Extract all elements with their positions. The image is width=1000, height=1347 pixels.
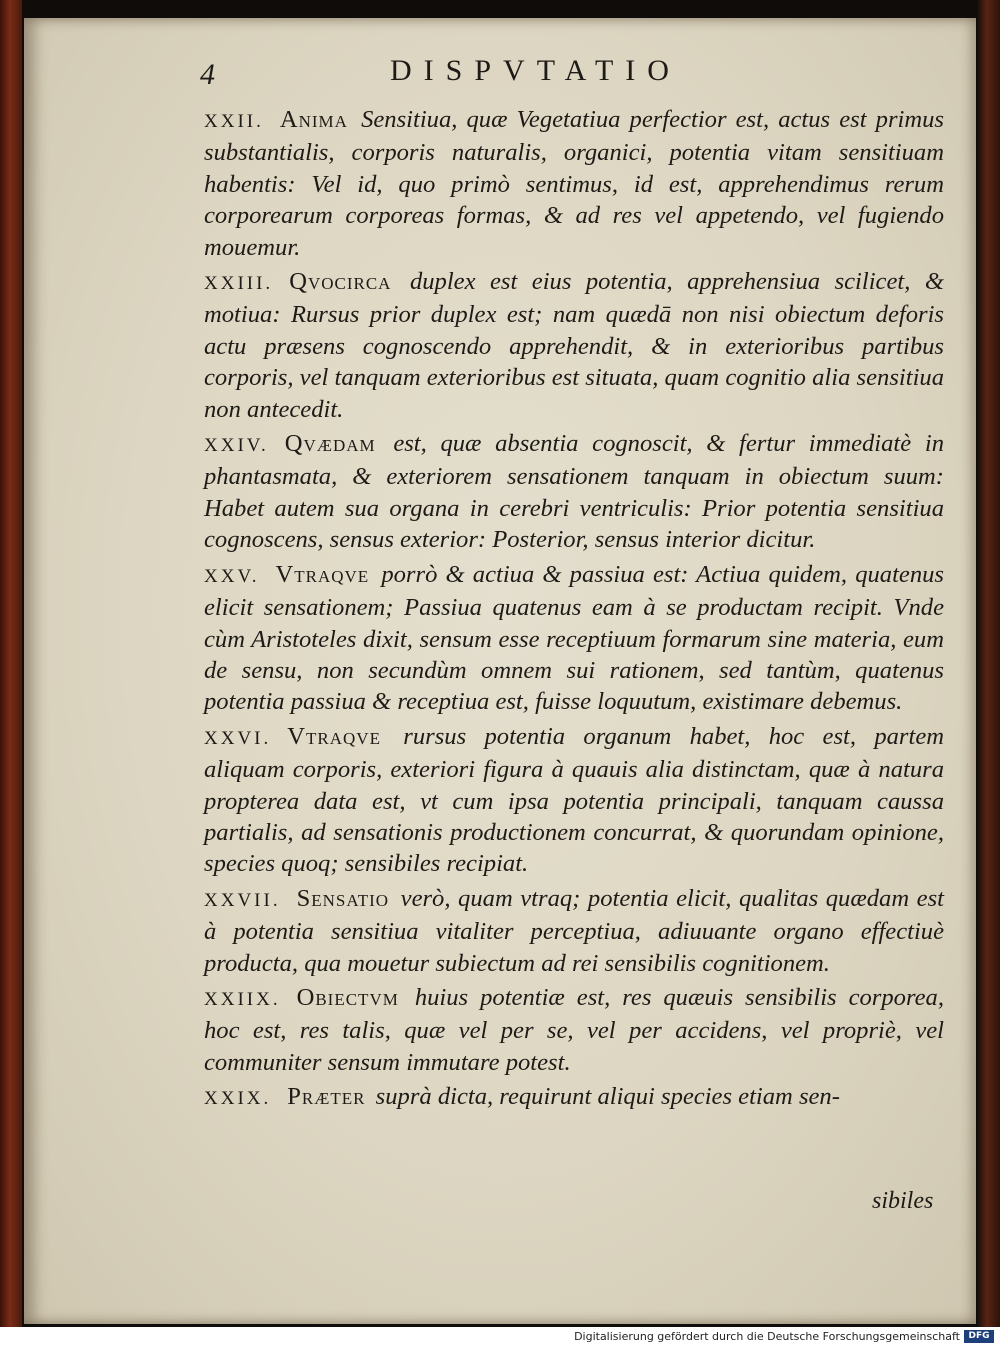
paragraph-text: suprà dicta, requirunt aliqui species etiam sen-: [375, 1083, 840, 1111]
paragraph-lead-word: Qvædam: [284, 430, 376, 458]
paragraph-number: XXIV.: [204, 435, 269, 457]
paragraph-lead-word: Præter: [287, 1083, 366, 1111]
page-number: 4: [200, 58, 215, 91]
paragraph-text: porrò & actiua & passiua est: Actiua quidem, quatenus elicit sensationem; Passiua quatenus eam à se productam recipit. Vnde cùm Aristoteles dixit, sensum esse receptiuum formarum sine materia, eum de sensu, non secundùm omnem sui rationem, sed tantùm, quatenus potentia passiua & receptiua est, fuisse loquutum, existimare debemus.: [204, 560, 945, 716]
paragraph-xxiii: [204, 266, 944, 425]
paragraph-number: XXII.: [204, 111, 264, 132]
book-spine: [0, 0, 22, 1327]
paragraph-text: est, quæ absentia cognoscit, & fertur immediatè in phantasmata, & exteriorem sensationem tanquam in obiectum suum: Habet autem sua organa in cerebri ventriculis: Prior potentia sensitiua cognoscens, sensus exterior: Posterior, sensus interior dicitur.: [204, 430, 944, 554]
thesis-text: [204, 104, 944, 1118]
paragraph-lead-word: Vtraqve: [275, 560, 370, 588]
paragraph-xxix: [204, 1081, 944, 1114]
paragraph-lead-word: Sensatio: [296, 884, 390, 912]
paragraph-xxvi: [204, 721, 944, 880]
paragraph-text: duplex est eius potentia, apprehensiua scilicet, & motiua: Rursus prior duplex est; nam quædā non nisi obiectum deforis actu præsens cognoscendo apprehendit, & in exterioribus partibus corporis, vel tanquam exterioribus est situata, quam cognitio alia sensitiua non antecedit.: [204, 268, 944, 423]
paragraph-number: XXIIX.: [204, 988, 281, 1010]
paragraph-xxiv: [204, 428, 944, 556]
page-edge: [978, 0, 1000, 1327]
paragraph-xxiix: [204, 982, 944, 1078]
paragraph-number: XXV.: [204, 565, 260, 587]
paragraph-text: rursus potentia organum habet, hoc est, partem aliquam corporis, exteriori figura à quauis alia distinctam, quæ à natura propterea data est, vt cum ipsa potentia principali, tanquam caussa partialis, ad sensationis productionem concurrat, & quorundam opinione, species quoq; sensibiles recipiat.: [204, 722, 944, 878]
catchword: sibiles: [872, 1188, 934, 1214]
paragraph-lead-word: Qvocirca: [289, 268, 392, 296]
dfg-logo-icon: DFG: [964, 1330, 994, 1343]
paragraph-lead-word: Vtraqve: [287, 722, 381, 750]
paragraph-lead-word: Anima: [279, 106, 348, 133]
paragraph-number: XXIX.: [204, 1088, 272, 1110]
page-header: [200, 50, 920, 90]
paragraph-xxii: [204, 104, 944, 263]
digitization-footer: [0, 1327, 1000, 1347]
paragraph-xxvii: [204, 883, 944, 979]
paragraph-xxv: [204, 559, 944, 718]
paragraph-number: XXVII.: [204, 889, 281, 911]
paragraph-number: XXVI.: [204, 727, 272, 749]
paragraph-text: verò, quam vtraq; potentia elicit, qualitas quædam est à potentia sensitiua vitaliter perceptiua, adiuuante organo effectiuè producta, qua mouetur subiectum ad rei sensibilis cognitionem.: [204, 884, 944, 977]
funding-credit: Digitalisierung gefördert durch die Deutsche Forschungsgemeinschaft: [574, 1330, 960, 1343]
running-title: DISPVTATIO: [390, 54, 681, 87]
paragraph-text: Sensitiua, quæ Vegetatiua perfectior est, actus est primus substantialis, corporis naturalis, organici, potentia vitam sensitiuam habentis: Vel id, quo primò sentimus, id est, apprehendimus rerum corporearum corporeas formas, & ad res vel appetendo, vel fugiendo mouemur.: [204, 106, 945, 261]
paragraph-text: huius potentiæ est, res quæuis sensibilis corporea, hoc est, res talis, quæ vel per se, vel per accidens, vel propriè, vel communiter sensum immutare potest.: [204, 983, 944, 1076]
paragraph-number: XXIII.: [204, 273, 274, 295]
paragraph-lead-word: Obiectvm: [296, 983, 399, 1011]
